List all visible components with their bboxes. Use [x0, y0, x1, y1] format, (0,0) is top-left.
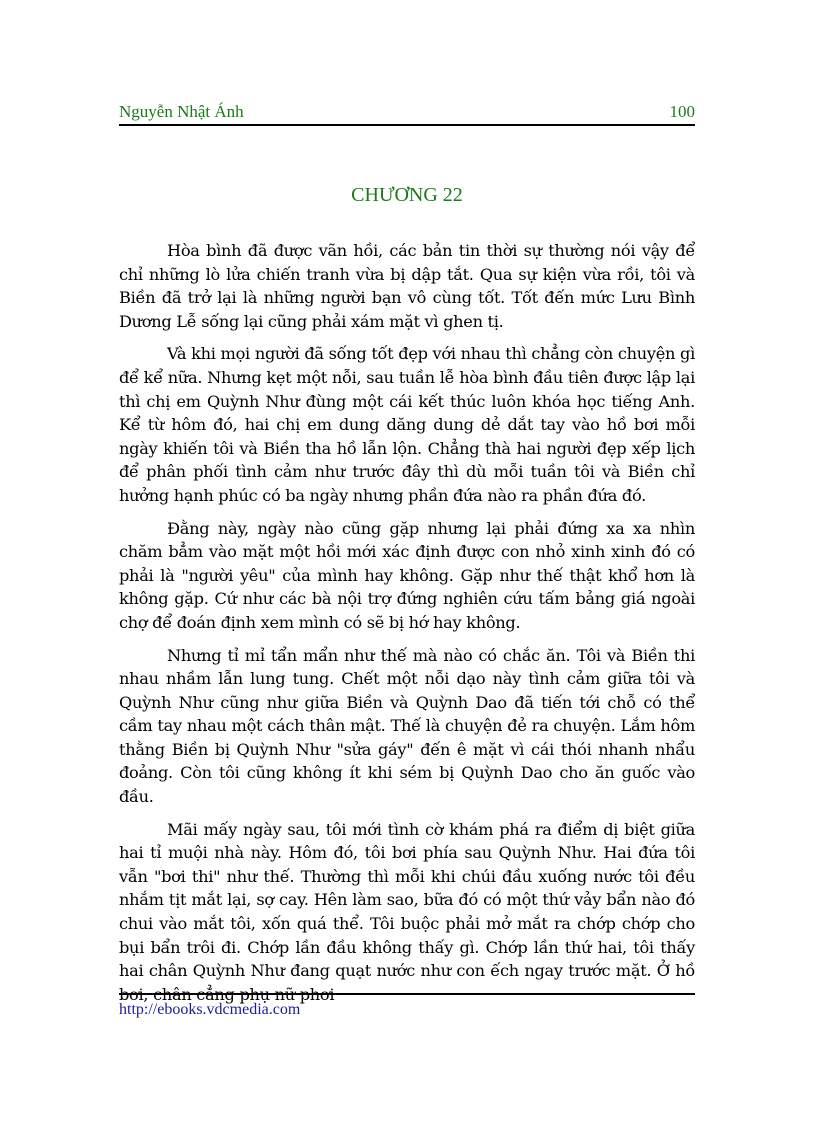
- page-number: 100: [669, 102, 695, 121]
- paragraph: Đằng này, ngày nào cũng gặp nhưng lại phải đứng xa xa nhìn chăm bẳm vào mặt một hồi mới xác định được con nhỏ xinh xinh đó có phải là "người yêu" của mình hay không. Gặp như thế thật khổ hơn là không gặp. Cứ như các bà nội trợ đứng nghiên cứu tấm bảng giá ngoài chợ để đoán định xem mình có sẽ bị hớ hay không.: [119, 518, 695, 632]
- paragraph: Và khi mọi người đã sống tốt đẹp với nhau thì chẳng còn chuyện gì để kể nữa. Nhưng kẹt một nỗi, sau tuần lễ hòa bình đầu tiên được lập lại thì chị em Quỳnh Như đùng một cái kết thúc luôn khóa học tiếng Anh. Kể từ hôm đó, hai chị em dung dăng dung dẻ dắt tay vào hồ bơi mỗi ngày khiến tôi và Biền tha hồ lẫn lộn. Chẳng thà hai người đẹp xếp lịch để phân phối tình cảm như trước đây thì dù mỗi tuần tôi và Biền chỉ hưởng hạnh phúc có ba ngày nhưng phần đứa nào ra phần đứa đó.: [119, 344, 695, 505]
- page-footer: [119, 993, 695, 1020]
- page-header: [119, 100, 695, 126]
- paragraph: Hòa bình đã được vãn hồi, các bản tin thời sự thường nói vậy để chỉ những lò lửa chiến tranh vừa bị dập tắt. Qua sự kiện vừa rồi, tôi và Biền đã trở lại là những người bạn vô cùng tốt. Tốt đến mức Lưu Bình Dương Lễ sống lại cũng phải xám mặt vì ghen tị.: [119, 241, 695, 331]
- paragraph: Nhưng tỉ mỉ tẩn mẩn như thế mà nào có chắc ăn. Tôi và Biền thi nhau nhầm lẫn lung tung. Chết một nỗi dạo này tình cảm giữa tôi và Quỳnh Như cũng như giữa Biền và Quỳnh Dao đã tiến tới chỗ có thể cầm tay nhau một cách thân mật. Thế là chuyện đẻ ra chuyện. Lắm hôm thằng Biền bị Quỳnh Như "sửa gáy" đến ê mặt vì cái thói nhanh nhẩu đoảng. Còn tôi cũng không ít khi sém bị Quỳnh Dao cho ăn guốc vào đầu.: [119, 645, 695, 807]
- chapter-body: [119, 239, 695, 1015]
- author-name: Nguyễn Nhật Ánh: [119, 102, 244, 121]
- paragraph: Mãi mấy ngày sau, tôi mới tình cờ khám phá ra điểm dị biệt giữa hai tỉ muội nhà này. Hôm đó, tôi bơi phía sau Quỳnh Như. Hai đứa tôi vẫn "bơi thi" như thế. Thường thì mỗi khi chúi đầu xuống nước tôi đều nhắm tịt mắt lại, sợ cay. Hên làm sao, bữa đó có một thứ vảy bẩn nào đó chui vào mắt tôi, xốn quá thể. Tôi buộc phải mở mắt ra chớp chớp cho bụi bẩn trôi đi. Chớp lần đầu không thấy gì. Chớp lần thứ hai, tôi thấy hai chân Quỳnh Như đang quạt nước như con ếch ngay trước mặt. Ở hồ bơi, chân cẳng phụ nữ phơi: [119, 819, 695, 1004]
- footer-link[interactable]: http://ebooks.vdcmedia.com: [119, 1001, 301, 1018]
- chapter-title: CHƯƠNG 22: [351, 184, 463, 206]
